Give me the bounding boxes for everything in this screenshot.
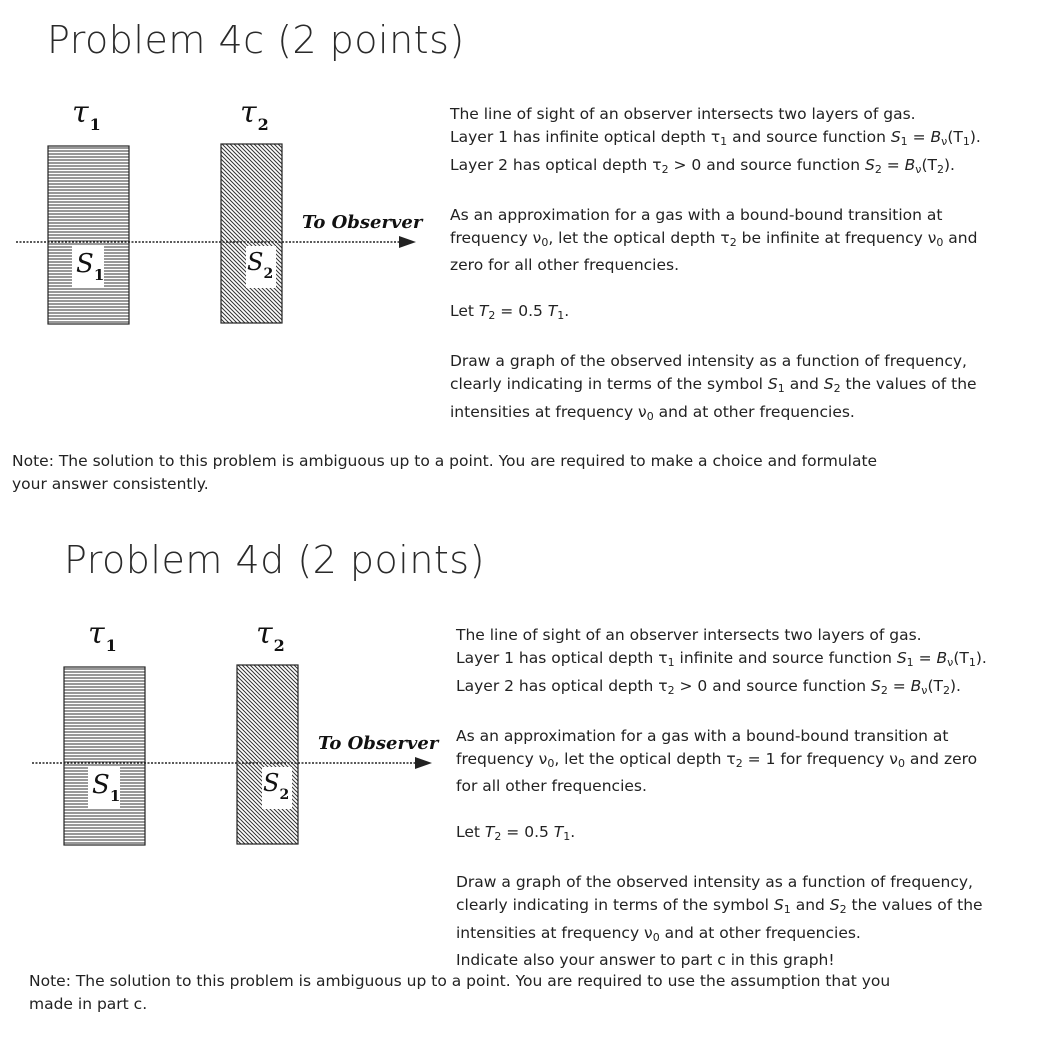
text-line: The line of sight of an observer intersects two layers of gas. bbox=[456, 626, 922, 644]
text-line: Let $T_2 = 0.5$ $T_1$. bbox=[450, 301, 570, 322]
text-line: frequency $\nu_0$, let the optical depth $\tau_2 = 1$ for frequency $\nu_0$ and zero bbox=[456, 749, 978, 770]
s-2-label: $S_2$ bbox=[263, 769, 290, 803]
layers-diagram-4c bbox=[14, 96, 434, 336]
text-line: Let $T_2 = 0.5$ $T_1$. bbox=[456, 822, 576, 843]
text-line: intensities at frequency $\nu_0$ and at other frequencies. bbox=[450, 402, 855, 423]
problem-4c-note bbox=[12, 450, 1032, 496]
text-line: As an approximation for a gas with a bound-bound transition at bbox=[450, 205, 943, 224]
note-line: your answer consistently. bbox=[12, 474, 209, 493]
note-line: Note: The solution to this problem is ambiguous up to a point. You are required to make a choice and formulate bbox=[12, 452, 878, 470]
text-line: Layer 1 has optical depth $\tau_1$ infinite and source function $S_1 = B_\nu(T_1)$. bbox=[456, 648, 987, 669]
text-line: The line of sight of an observer intersects two layers of gas. bbox=[450, 105, 916, 123]
problem-4c-diagram bbox=[14, 96, 434, 336]
problem-4c-title: Problem 4c (2 points) bbox=[47, 18, 465, 62]
text-line: Layer 2 has optical depth $\tau_2 > 0$ and source function $S_2 = B_\nu(T_2)$. bbox=[450, 155, 955, 176]
text-line: Layer 1 has infinite optical depth $\tau_1$ and source function $S_1 = B_\nu(T_1)$. bbox=[450, 127, 981, 148]
layers-diagram-4d bbox=[30, 617, 450, 857]
text-line: clearly indicating in terms of the symbol $S_1$ and $S_2$ the values of the bbox=[450, 374, 977, 395]
text-line: zero for all other frequencies. bbox=[450, 256, 680, 275]
text-line: Indicate also your answer to part c in this graph! bbox=[456, 951, 835, 970]
tau-1-label: $\tau_1$ bbox=[88, 617, 117, 655]
tau-2-label: $\tau_2$ bbox=[240, 96, 269, 134]
note-line: made in part c. bbox=[29, 994, 148, 1013]
text-line: Draw a graph of the observed intensity as a function of frequency, bbox=[456, 873, 973, 892]
layer-1-box bbox=[64, 667, 145, 845]
text-line: intensities at frequency $\nu_0$ and at other frequencies. bbox=[456, 923, 861, 944]
s-2-label: $S_2$ bbox=[247, 248, 274, 282]
problem-4d-title: Problem 4d (2 points) bbox=[64, 538, 485, 582]
note-line: Note: The solution to this problem is ambiguous up to a point. You are required to use the assumption that you bbox=[29, 972, 891, 990]
text-line: clearly indicating in terms of the symbol $S_1$ and $S_2$ the values of the bbox=[456, 895, 983, 916]
text-line: for all other frequencies. bbox=[456, 777, 647, 796]
arrow-head-icon bbox=[415, 757, 432, 769]
problem-4d-text bbox=[456, 624, 1031, 972]
text-line: As an approximation for a gas with a bound-bound transition at bbox=[456, 726, 949, 745]
tau-1-label: $\tau_1$ bbox=[72, 96, 101, 134]
to-observer-label: To Observer bbox=[318, 733, 439, 754]
problem-4d-diagram bbox=[30, 617, 450, 857]
text-line: Layer 2 has optical depth $\tau_2 > 0$ and source function $S_2 = B_\nu(T_2)$. bbox=[456, 676, 961, 697]
layer-2-box bbox=[221, 144, 282, 323]
text-line: frequency $\nu_0$, let the optical depth $\tau_2$ be infinite at frequency $\nu_0$ and bbox=[450, 228, 978, 249]
problem-4d-note bbox=[29, 970, 1029, 1016]
layer-2-box bbox=[237, 665, 298, 844]
layer-1-box bbox=[48, 146, 129, 324]
to-observer-label: To Observer bbox=[302, 212, 423, 233]
arrow-head-icon bbox=[399, 236, 416, 248]
s-1-label: $S_1$ bbox=[76, 249, 105, 284]
s-1-label: $S_1$ bbox=[92, 770, 121, 805]
tau-2-label: $\tau_2$ bbox=[256, 617, 285, 655]
text-line: Draw a graph of the observed intensity as a function of frequency, bbox=[450, 352, 967, 371]
problem-4c-text bbox=[450, 103, 1030, 428]
